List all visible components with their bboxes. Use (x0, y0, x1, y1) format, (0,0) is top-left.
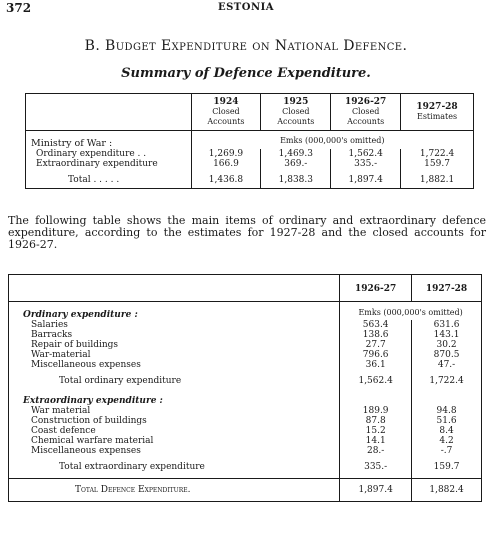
row-label: Miscellaneous expenses (31, 446, 141, 456)
header-blank-cell (9, 275, 340, 302)
summary-header-row (26, 94, 474, 131)
cell-value: -.7 (412, 446, 482, 456)
total-value: 1,436.8 (191, 169, 261, 189)
detail-header-row (9, 275, 482, 302)
row-label: Chemical warfare material (31, 436, 154, 446)
table-row (26, 159, 474, 169)
ministry-row (26, 131, 474, 150)
cell-value: 51.6 (412, 416, 482, 426)
table-row (9, 330, 482, 340)
table-row (9, 350, 482, 360)
unit-label: Emks (000,000's omitted) (191, 131, 473, 150)
grand-total-label: Total Defence Expenditure. (75, 485, 191, 495)
column-header: 1926-27 Closed Accounts (331, 94, 401, 131)
ordinary-heading-row (9, 302, 482, 321)
grand-total-row (9, 479, 482, 502)
total-row (26, 169, 474, 189)
total-label: Total extraordinary expenditure (9, 456, 340, 479)
row-label: Barracks (31, 330, 73, 340)
grand-total-value: 1,897.4 (340, 479, 412, 502)
cell-value: 563.4 (340, 320, 412, 330)
header-blank-cell (26, 94, 192, 131)
row-label: Miscellaneous expenses (31, 360, 141, 370)
cell-value: 36.1 (340, 360, 412, 370)
column-header: 1927-28 (412, 275, 482, 302)
cell-value: 335.- (331, 159, 401, 169)
grand-total-value: 1,882.4 (412, 479, 482, 502)
cell-value: 1,469.3 (261, 149, 331, 159)
column-header: 1924 Closed Accounts (191, 94, 261, 131)
row-label: War material (31, 406, 91, 416)
cell-value: 159.7 (401, 159, 474, 169)
row-label: Construction of buildings (31, 416, 147, 426)
column-header: 1927-28 Estimates (401, 94, 474, 131)
total-value: 1,882.1 (401, 169, 474, 189)
cell-value: 796.6 (340, 350, 412, 360)
total-label: Total . . . . . (68, 175, 120, 185)
cell-value: 143.1 (412, 330, 482, 340)
table-row (9, 360, 482, 370)
total-value: 1,897.4 (331, 169, 401, 189)
group-heading: Ordinary expenditure : (23, 310, 138, 320)
total-value: 335.- (340, 456, 412, 479)
cell-value: 15.2 (340, 426, 412, 436)
cell-value: 27.7 (340, 340, 412, 350)
row-label: Extraordinary expenditure (36, 159, 158, 169)
total-label: Total ordinary expenditure (59, 376, 182, 386)
table-row (26, 149, 474, 159)
cell-value: 30.2 (412, 340, 482, 350)
table-row (9, 320, 482, 330)
spacer-cell (340, 392, 412, 406)
cell-value: 8.4 (412, 426, 482, 436)
row-label: Coast defence (31, 426, 96, 436)
section-title: B. Budget Expenditure on National Defence. (84, 38, 408, 54)
extraordinary-heading-row (9, 392, 482, 406)
table-subtitle: Summary of Defence Expenditure. (121, 66, 371, 81)
table-row (9, 436, 482, 446)
summary-table (25, 93, 474, 189)
total-value: 159.7 (412, 456, 482, 479)
cell-value: 631.6 (412, 320, 482, 330)
row-label: War-material (31, 350, 91, 360)
column-header: 1926-27 (340, 275, 412, 302)
total-value: 1,722.4 (412, 370, 482, 392)
total-row (9, 370, 482, 392)
intro-paragraph: The following table shows the main items of ordinary and extraordinary defence expenditure, according to the estimates for 1927-28 and the closed accounts for 1926-27. (8, 214, 486, 251)
spacer-cell (412, 392, 482, 406)
page-number: 372 (6, 1, 32, 15)
cell-value: 369.- (261, 159, 331, 169)
table-row (9, 340, 482, 350)
cell-value: 870.5 (412, 350, 482, 360)
running-title: ESTONIA (217, 2, 275, 13)
row-label: Salaries (31, 320, 68, 330)
cell-value: 1,722.4 (401, 149, 474, 159)
table-row (9, 406, 482, 416)
total-value: 1,562.4 (340, 370, 412, 392)
unit-label: Emks (000,000's omitted) (340, 302, 482, 321)
cell-value: 47.- (412, 360, 482, 370)
row-label: Ordinary expenditure . . (36, 149, 147, 159)
detail-table (8, 274, 482, 502)
row-label: Repair of buildings (31, 340, 119, 350)
table-row (9, 416, 482, 426)
total-row (9, 456, 482, 479)
cell-value: 14.1 (340, 436, 412, 446)
ministry-label: Ministry of War : (31, 138, 113, 149)
total-value: 1,838.3 (261, 169, 331, 189)
group-heading: Extraordinary expenditure : (23, 396, 163, 406)
column-header: 1925 Closed Accounts (261, 94, 331, 131)
cell-value: 87.8 (340, 416, 412, 426)
cell-value: 1,269.9 (191, 149, 261, 159)
cell-value: 138.6 (340, 330, 412, 340)
cell-value: 189.9 (340, 406, 412, 416)
cell-value: 4.2 (412, 436, 482, 446)
cell-value: 28.- (340, 446, 412, 456)
cell-value: 94.8 (412, 406, 482, 416)
table-row (9, 426, 482, 436)
table-row (9, 446, 482, 456)
cell-value: 166.9 (191, 159, 261, 169)
cell-value: 1,562.4 (331, 149, 401, 159)
